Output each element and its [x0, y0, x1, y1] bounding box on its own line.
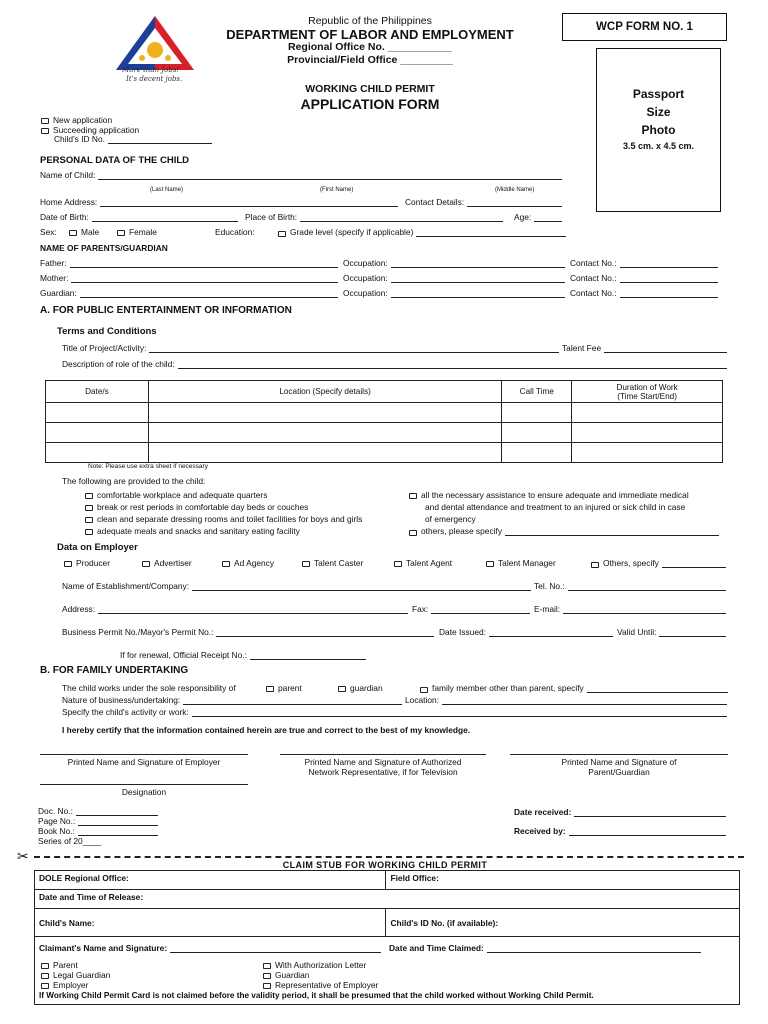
header-duration: Duration of Work (Time Start/End) [572, 381, 723, 403]
place-of-birth-field[interactable]: Place of Birth: [245, 212, 503, 222]
guardian-field[interactable]: Guardian: [40, 288, 338, 298]
parent-signature-caption-1: Printed Name and Signature of [561, 757, 677, 767]
provision-item-medical[interactable]: all the necessary assistance to ensure adequate and immediate medical [409, 490, 689, 500]
employer-type-talent-caster[interactable]: Talent Caster [302, 558, 363, 568]
employer-heading: Data on Employer [57, 542, 138, 553]
child-id-field[interactable]: Child's ID No. [54, 134, 212, 144]
date-of-birth-input[interactable] [92, 214, 238, 222]
designation-caption: Designation [121, 787, 167, 797]
employer-type-ad-agency[interactable]: Ad Agency [222, 558, 274, 568]
home-address-input[interactable] [100, 199, 398, 207]
child-activity-field[interactable]: Specify the child's activity or work: [62, 707, 727, 717]
grade-level-checkbox[interactable] [278, 231, 286, 237]
claim-stub-title: CLAIM STUB FOR WORKING CHILD PERMIT [282, 860, 488, 870]
sex-label: Sex: [40, 227, 57, 237]
provision-others-field[interactable]: others, please specify [409, 526, 719, 536]
claimant-employer-option[interactable]: Employer [41, 980, 88, 990]
parents-heading: NAME OF PARENTS/GUARDIAN [40, 243, 168, 253]
personal-data-heading: PERSONAL DATA OF THE CHILD [40, 155, 190, 166]
claim-stub-table [34, 870, 740, 1005]
cut-line [34, 856, 744, 858]
contact-details-field[interactable]: Contact Details: [405, 197, 562, 207]
first-name-caption: (First Name) [320, 187, 354, 193]
female-checkbox[interactable] [117, 230, 125, 236]
table-row[interactable] [46, 403, 723, 423]
renewal-receipt-field[interactable]: If for renewal, Official Receipt No.: [120, 650, 366, 660]
republic-text: Republic of the Philippines [308, 15, 432, 27]
claim-stub-footer: If Working Child Permit Card is not claimed before the validity period, it shall be presumed that the child worked without Working Child Permit. [39, 991, 594, 1000]
location-field[interactable]: Location: [405, 695, 727, 705]
page-no-field[interactable]: Page No.: [38, 816, 158, 826]
age-field[interactable]: Age: [514, 212, 562, 222]
claimant-field[interactable]: Claimant's Name and Signature: [39, 943, 381, 953]
sole-guardian-option[interactable]: guardian [338, 683, 383, 693]
table-row[interactable] [46, 443, 723, 463]
new-application-option[interactable]: New application [41, 115, 112, 125]
grade-level-input[interactable] [416, 229, 566, 237]
talent-fee-field[interactable]: Talent Fee [562, 343, 727, 353]
sole-responsibility-label: The child works under the sole responsibility of [62, 683, 236, 693]
department-title: DEPARTMENT OF LABOR AND EMPLOYMENT [226, 27, 514, 42]
date-received-field[interactable]: Date received: [514, 807, 726, 817]
form-number-box [562, 13, 727, 41]
home-address-field[interactable]: Home Address: [40, 197, 398, 207]
certification-text: I hereby certify that the information contained herein are true and correct to the best of my knowledge. [62, 725, 471, 735]
book-no-field[interactable]: Book No.: [38, 826, 158, 836]
guardian-contact-field[interactable]: Contact No.: [570, 288, 718, 298]
parent-signature-caption-2: Parent/Guardian [588, 767, 650, 777]
claimant-guardian-option[interactable]: Guardian [263, 970, 309, 980]
child-id-input[interactable] [108, 136, 212, 144]
claimant-parent-option[interactable]: Parent [41, 960, 78, 970]
employer-signature-caption: Printed Name and Signature of Employer [67, 757, 221, 767]
header-location: Location (Specify details) [148, 381, 501, 403]
stub-field-office[interactable]: Field Office: [386, 871, 740, 890]
male-checkbox[interactable] [69, 230, 77, 236]
middle-name-caption: (Middle Name) [495, 187, 535, 193]
child-name-field[interactable]: Name of Child: [40, 170, 562, 180]
role-description-field[interactable]: Description of role of the child: [62, 359, 727, 369]
grade-level-field[interactable]: Grade level (specify if applicable) [278, 227, 566, 237]
stub-child-id[interactable]: Child's ID No. (if available): [386, 909, 740, 937]
email-field[interactable]: E-mail: [534, 604, 726, 614]
photo-size: 3.5 cm. x 4.5 cm. [622, 141, 695, 151]
photo-label-3: Photo [641, 123, 676, 137]
succeeding-application-option[interactable]: Succeeding application [41, 125, 139, 135]
claimant-legal-guardian-option[interactable]: Legal Guardian [41, 970, 110, 980]
guardian-occupation-field[interactable]: Occupation: [343, 288, 565, 298]
last-name-caption: (Last Name) [150, 187, 184, 193]
stub-release[interactable]: Date and Time of Release: [35, 890, 740, 909]
network-signature-caption-2: Network Representative, if for Television [308, 767, 458, 777]
provision-item-medical-cont: of emergency [425, 514, 476, 524]
section-b-heading: B. FOR FAMILY UNDERTAKING [40, 665, 189, 676]
education-label: Education: [215, 227, 255, 237]
employer-address-field[interactable]: Address: [62, 604, 408, 614]
doc-no-field[interactable]: Doc. No.: [38, 806, 158, 816]
succeeding-application-checkbox[interactable] [41, 128, 49, 134]
provision-item[interactable]: clean and separate dressing rooms and toilet facilities for boys and girls [85, 514, 362, 524]
provision-item[interactable]: break or rest periods in comfortable day beds or couches [85, 502, 308, 512]
date-claimed-field[interactable]: Date and Time Claimed: [389, 943, 701, 953]
father-field[interactable]: Father: [40, 258, 338, 268]
form-number: WCP FORM NO. 1 [596, 21, 693, 33]
establishment-field[interactable]: Name of Establishment/Company: [62, 581, 531, 591]
section-a-heading: A. FOR PUBLIC ENTERTAINMENT OR INFORMATION [40, 305, 292, 316]
provision-item-medical-cont: and dental attendance and treatment to an injured or sick child in case [425, 502, 686, 512]
employer-type-talent-agent[interactable]: Talent Agent [394, 558, 452, 568]
family-member-field[interactable]: family member other than parent, specify [420, 683, 728, 693]
stub-regional-office[interactable]: DOLE Regional Office: [35, 871, 386, 890]
male-option[interactable]: Male [69, 227, 99, 237]
header-call-time: Call Time [502, 381, 572, 403]
designation-line[interactable] [40, 784, 248, 785]
scissors-icon: ✂ [17, 848, 29, 864]
father-contact-field[interactable]: Contact No.: [570, 258, 718, 268]
contact-details-input[interactable] [467, 199, 562, 207]
mother-field[interactable]: Mother: [40, 273, 338, 283]
logo-slogan-1: More than Jobs! [122, 66, 180, 74]
father-occupation-field[interactable]: Occupation: [343, 258, 565, 268]
new-application-checkbox[interactable] [41, 118, 49, 124]
fax-field[interactable]: Fax: [412, 604, 530, 614]
employer-type-others[interactable]: Others, specify [591, 558, 726, 568]
logo-slogan-2: It's decent jobs. [126, 75, 183, 83]
project-title-field[interactable]: Title of Project/Activity: [62, 343, 559, 353]
employer-type-producer[interactable]: Producer [64, 558, 110, 568]
dole-logo [112, 14, 198, 86]
claimant-representative-option[interactable]: Representative of Employer [263, 980, 378, 990]
stub-child-name[interactable]: Child's Name: [35, 909, 386, 937]
employer-type-advertiser[interactable]: Advertiser [142, 558, 192, 568]
stub-claimant-section [35, 937, 740, 1005]
header-dates: Date/s [46, 381, 149, 403]
table-row[interactable] [46, 423, 723, 443]
permit-title: WORKING CHILD PERMIT [305, 83, 435, 95]
claimant-authorization-option[interactable]: With Authorization Letter [263, 960, 366, 970]
permit-no-field[interactable]: Business Permit No./Mayor's Permit No.: [62, 627, 434, 637]
employer-signature-line[interactable] [40, 754, 248, 755]
parent-signature-line[interactable] [510, 754, 728, 755]
provided-label: The following are provided to the child: [62, 476, 206, 486]
schedule-table [45, 380, 723, 463]
valid-until-field[interactable]: Valid Until: [617, 627, 726, 637]
sole-parent-option[interactable]: parent [266, 683, 302, 693]
tel-field[interactable]: Tel. No.: [534, 581, 726, 591]
date-issued-field[interactable]: Date Issued: [439, 627, 613, 637]
regional-office: Regional Office No. ___________ [288, 41, 452, 53]
passport-photo-box [596, 48, 721, 212]
provincial-office: Provincial/Field Office _________ [287, 54, 453, 66]
received-by-field[interactable]: Received by: [514, 826, 726, 836]
table-note: Note: Please use extra sheet if necessary [88, 463, 208, 470]
photo-label-1: Passport [632, 87, 685, 101]
photo-label-2: Size [646, 105, 671, 119]
mother-contact-field[interactable]: Contact No.: [570, 273, 718, 283]
nature-field[interactable]: Nature of business/undertaking: [62, 695, 402, 705]
provision-item[interactable]: adequate meals and snacks and sanitary eating facility [85, 526, 300, 536]
date-of-birth-field[interactable]: Date of Birth: [40, 212, 238, 222]
child-name-input[interactable] [98, 172, 562, 180]
mother-occupation-field[interactable]: Occupation: [343, 273, 565, 283]
series-label: Series of 20____ [38, 836, 102, 846]
employer-type-talent-manager[interactable]: Talent Manager [486, 558, 556, 568]
place-of-birth-input[interactable] [300, 214, 503, 222]
age-input[interactable] [534, 214, 562, 222]
provision-item[interactable]: comfortable workplace and adequate quarters [85, 490, 267, 500]
female-option[interactable]: Female [117, 227, 157, 237]
terms-heading: Terms and Conditions [57, 326, 157, 337]
network-signature-caption-1: Printed Name and Signature of Authorized [304, 757, 462, 767]
form-title: APPLICATION FORM [300, 96, 440, 112]
network-signature-line[interactable] [280, 754, 486, 755]
